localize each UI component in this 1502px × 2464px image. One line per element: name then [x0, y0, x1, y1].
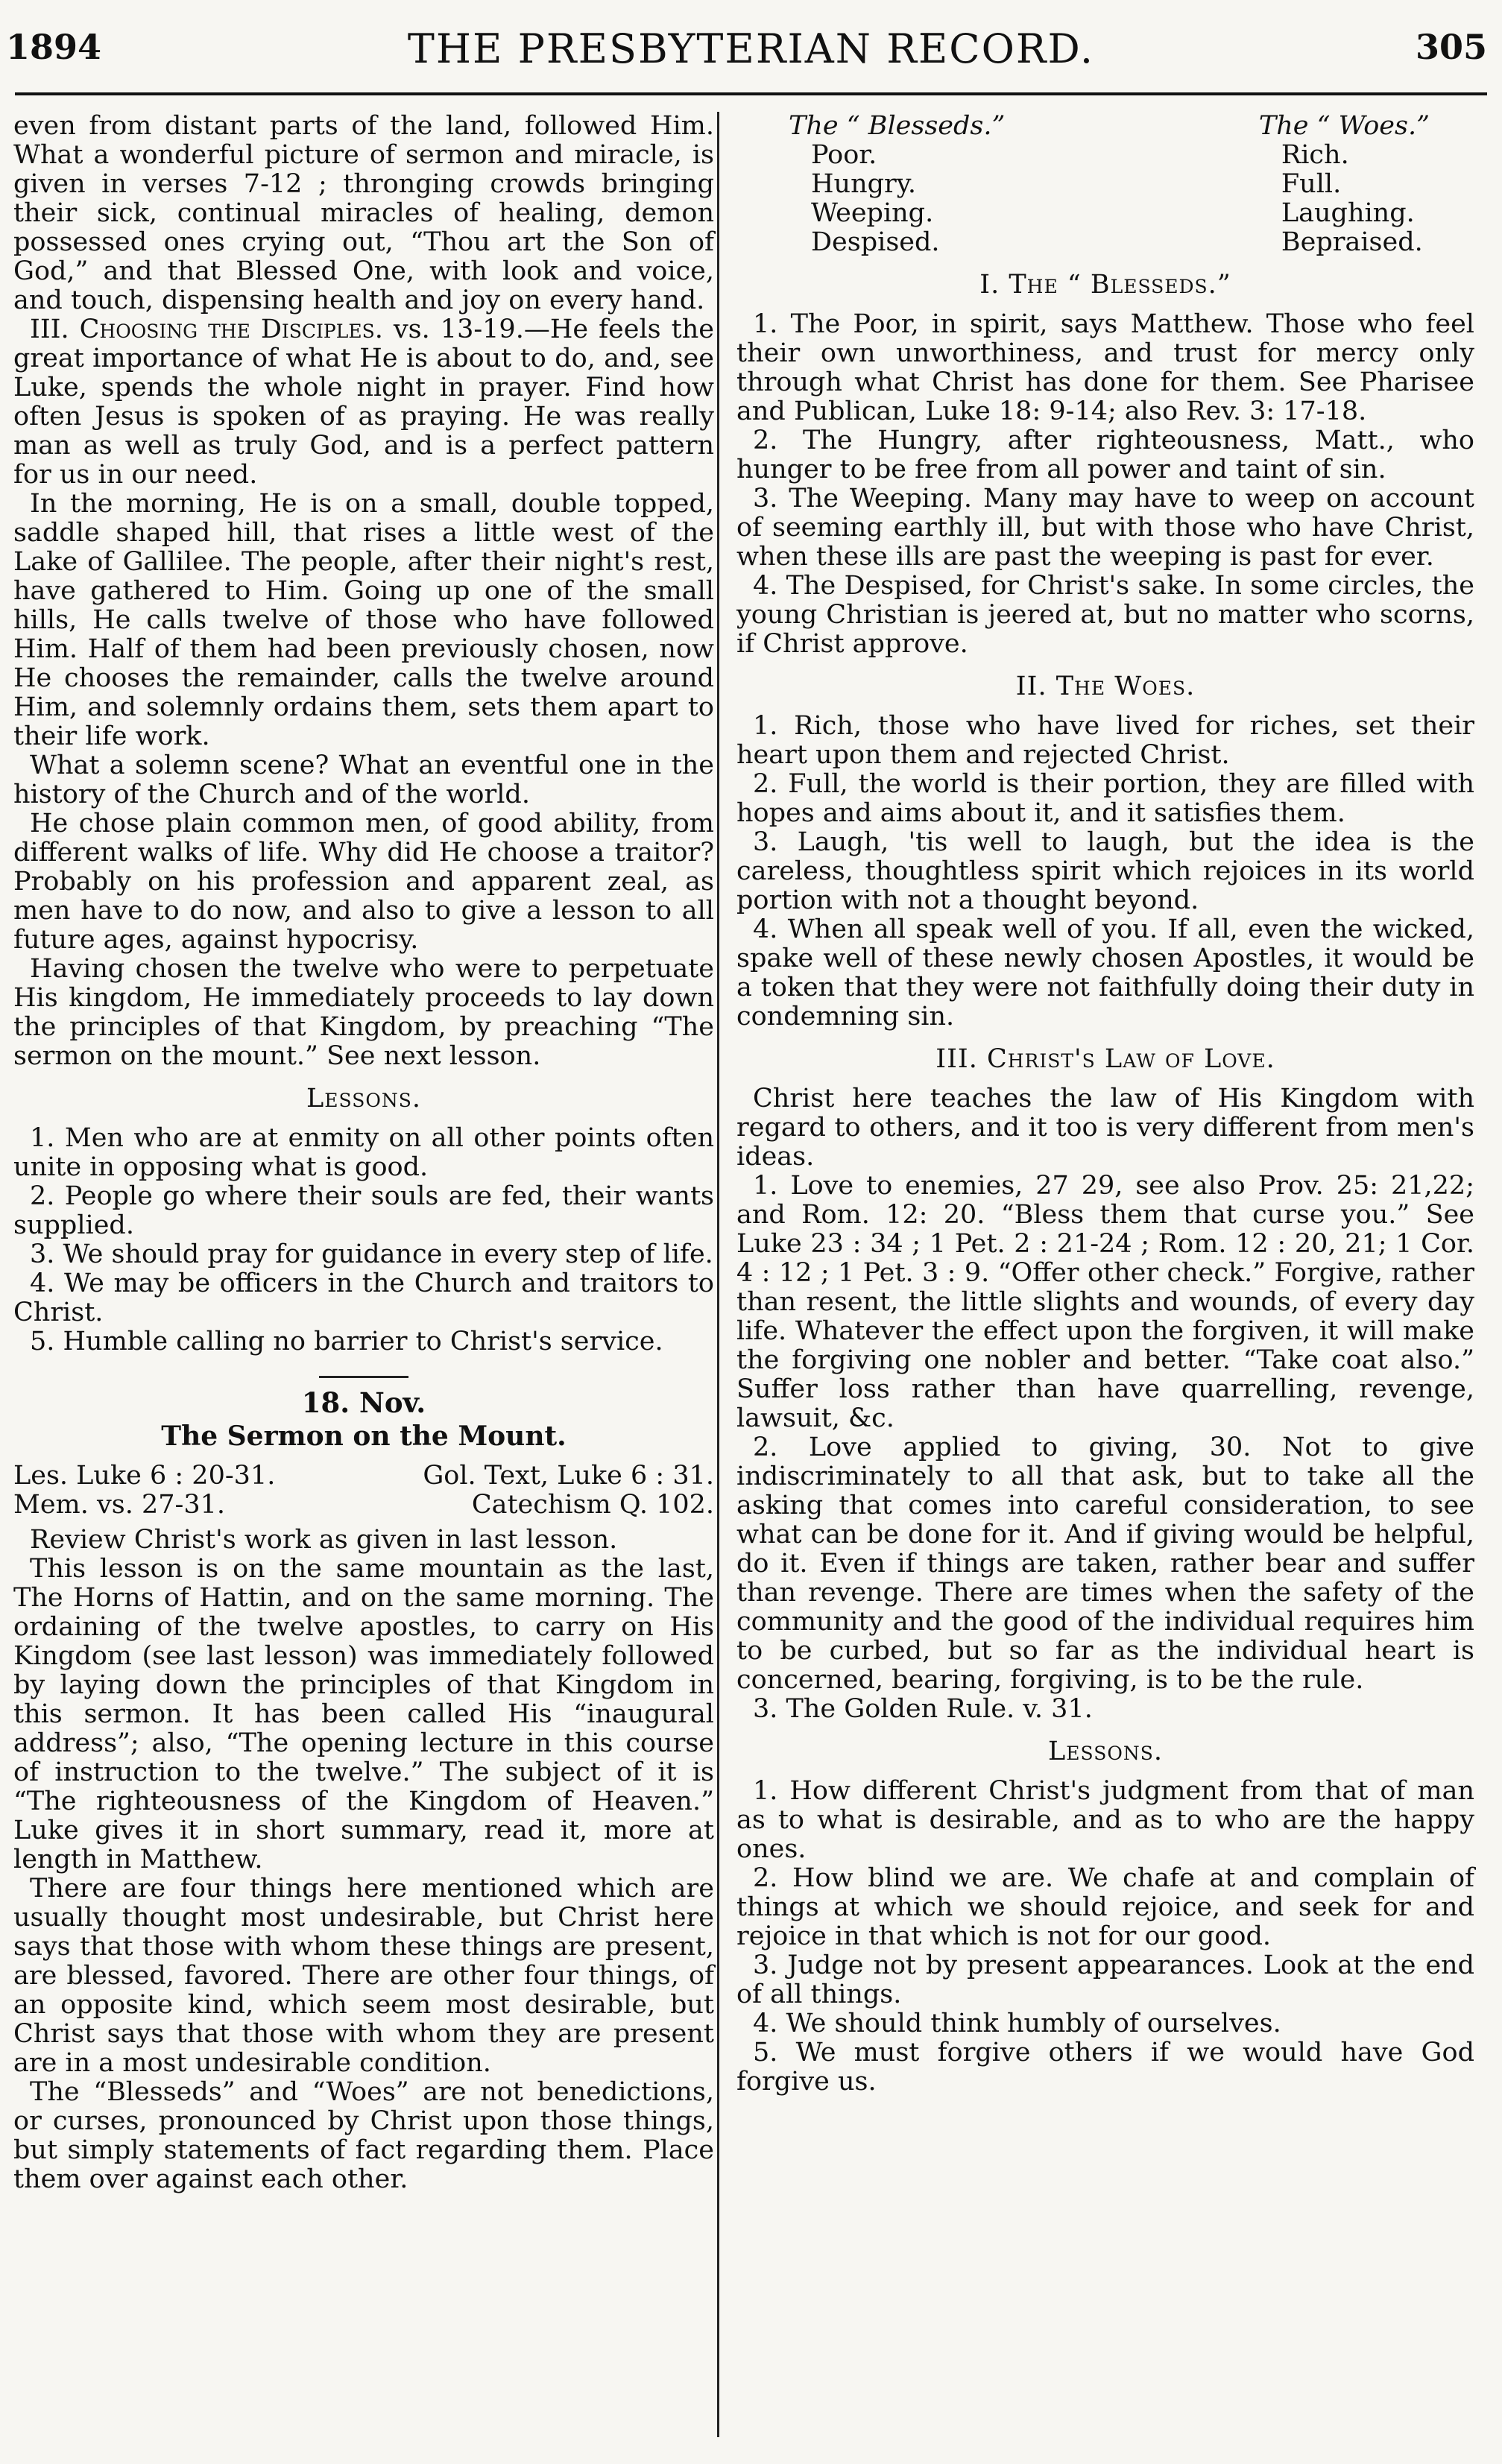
catechism: Catechism Q. 102.: [471, 1490, 714, 1520]
paragraph: Christ here teaches the law of His Kingdom with regard to others, and it too is very different from men's ideas.: [736, 1084, 1474, 1172]
lesson-title: The Sermon on the Mount.: [161, 1421, 567, 1452]
woes-list: [1259, 112, 1430, 257]
paragraph: 2. Love applied to giving, 30. Not to give indiscriminately to all that ask, but to take all the asking that comes into careful consideration, to see what can be done for it. And if giving would be helpful, do it. Even if things are taken, rather bear and suffer than revenge. There are times when the safety of the community and the good of the individual requires him to be curbed, but so far as the individual heart is concerned, bearing, forgiving, is to be the rule.: [736, 1432, 1474, 1695]
lesson-item: 4. We may be officers in the Church and traitors to Christ.: [13, 1269, 714, 1327]
divider: [319, 1376, 408, 1378]
lesson-date: 18. Nov.: [301, 1386, 426, 1419]
woe-item: Full.: [1281, 169, 1342, 199]
lesson-item: 2. People go where their souls are fed, their wants supplied.: [13, 1181, 714, 1240]
paragraph: In the morning, He is on a small, double topped, saddle shaped hill, that rises a little west of the Lake of Gallilee. The people, after their night's rest, have gathered to Him. Going up one of the small hills, He calls twelve of those who have followed Him. Half of them had been previously chosen, now He chooses the remainder, calls the twelve around Him, and solemnly ordains them, sets them apart to their life work.: [13, 489, 714, 751]
header-title: THE PRESBYTERIAN RECORD.: [407, 25, 1095, 72]
paragraph: 1. Rich, those who have lived for riches, set their heart upon them and rejected Christ.: [736, 711, 1474, 770]
paragraph: There are four things here mentioned which are usually thought most undesirable, but Christ here says that those with whom these things are present, are blessed, favored. There are other four things, of an opposite kind, which seem most desirable, but Christ says that those with whom they are present are in a most undesirable condition.: [13, 1874, 714, 2078]
blessed-item: Poor.: [811, 140, 877, 170]
lesson-meta-row: [13, 1462, 714, 1491]
paragraph: Having chosen the twelve who were to perpetuate His kingdom, He immediately proceeds to lay down the principles of that Kingdom, by preaching “The sermon on the mount.” See next lesson.: [13, 954, 714, 1071]
paragraph: 4. When all speak well of you. If all, even the wicked, spake well of these newly chosen Apostles, it would be a token that they were not faithfully doing their duty in condemning sin.: [736, 914, 1474, 1032]
lesson-item: 4. We should think humbly of ourselves.: [753, 2009, 1281, 2038]
right-column: [736, 112, 1474, 2097]
lessons-heading: Lessons.: [306, 1084, 421, 1113]
woes-heading: The “ Woes.”: [1258, 111, 1430, 141]
woe-item: Laughing.: [1281, 198, 1415, 228]
lessons-heading: Lessons.: [1048, 1737, 1163, 1766]
woe-item: Bepraised.: [1281, 227, 1423, 257]
paragraph: What a solemn scene? What an eventful one in the history of the Church and of the world.: [13, 751, 714, 809]
header-rule: [15, 92, 1487, 95]
lesson-item: 5. Humble calling no barrier to Christ's service.: [30, 1327, 663, 1356]
paragraph: 4. The Despised, for Christ's sake. In some circles, the young Christian is jeered at, but no matter who scorns, if Christ approve.: [736, 571, 1474, 659]
paragraph: 3. Laugh, 'tis well to laugh, but the idea is the careless, thoughtless spirit which rejoices in its world portion with not a thought beyond.: [736, 827, 1474, 915]
paragraph: [13, 315, 714, 490]
header-page-number: 305: [1415, 27, 1487, 67]
blesseds-list: [789, 112, 1005, 257]
lesson-item: 1. Men who are at enmity on all other points often unite in opposing what is good.: [13, 1123, 714, 1182]
section-heading: II. The Woes.: [1015, 672, 1196, 701]
woe-item: Rich.: [1281, 140, 1349, 170]
section-heading: III. Choosing the Disciples.: [30, 315, 383, 344]
paragraph: 2. Full, the world is their portion, they are filled with hopes and aims about it, and it satisfies them.: [736, 769, 1474, 828]
blessed-item: Hungry.: [811, 169, 916, 199]
lesson-item: 3. Judge not by present appearances. Look at the end of all things.: [736, 1950, 1474, 2009]
lesson-item: 2. How blind we are. We chafe at and complain of things at which we should rejoice, and seek for and rejoice in that which is not for our good.: [736, 1863, 1474, 1951]
lesson-item: 3. We should pray for guidance in every step of life.: [30, 1239, 713, 1269]
column-divider: [717, 112, 719, 2437]
blesseds-heading: The “ Blesseds.”: [789, 111, 1006, 141]
lesson-item: 1. How different Christ's judgment from that of man as to what is desirable, and as to who are the happy ones.: [736, 1776, 1474, 1864]
blessed-item: Weeping.: [811, 198, 934, 228]
lesson-item: 5. We must forgive others if we would have God forgive us.: [736, 2038, 1474, 2097]
paragraph: He chose plain common men, of good ability, from different walks of life. Why did He choose a traitor? Probably on his profession and apparent zeal, as men have to do now, and also to give a lesson to all future ages, against hypocrisy.: [13, 809, 714, 955]
section-heading: I. The “ Blesseds.”: [979, 270, 1231, 300]
paragraph: 1. The Poor, in spirit, says Matthew. Those who feel their own unworthiness, and trust for mercy only through what Christ has done for them. See Pharisee and Publican, Luke 18: 9-14; also Rev. 3: 17-18.: [736, 309, 1474, 426]
paragraph-text: vs. 13-19.—He feels the great importance of what He is about to do, and, see Luke, spends the whole night in prayer. Find how often Jesus is spoken of as praying. He was really man as well as truly God, and is a perfect pattern for us in our need.: [13, 315, 714, 490]
paragraph: This lesson is on the same mountain as the last, The Horns of Hattin, and on the same morning. The ordaining of the twelve apostles, to carry on His Kingdom (see last lesson) was immediately followed by laying down the principles of that Kingdom in this sermon. It has been called His “inaugural address”; also, “The opening lecture in this course of instruction to the twelve.” The subject of it is “The righteousness of the Kingdom of Heaven.” Luke gives it in short summary, read it, more at length in Matthew.: [13, 1554, 714, 1874]
paragraph: The “Blesseds” and “Woes” are not benedictions, or curses, pronounced by Christ upon those things, but simply statements of fact regarding them. Place them over against each other.: [13, 2077, 714, 2194]
left-column: [13, 112, 714, 2194]
paragraph: 3. The Weeping. Many may have to weep on account of seeming earthly ill, but with those who have Christ, when these ills are past the weeping is past for ever.: [736, 484, 1474, 572]
paragraph: even from distant parts of the land, followed Him. What a wonderful picture of sermon and miracle, is given in verses 7-12 ; thronging crowds bringing their sick, continual miracles of healing, demon possessed ones crying out, “Thou art the Son of God,” and that Blessed One, with look and voice, and touch, dispensing health and joy on every hand.: [13, 111, 714, 315]
section-heading: III. Christ's Law of Love.: [935, 1044, 1275, 1074]
blesseds-woes-table: [736, 112, 1474, 257]
page-header: [0, 21, 1502, 83]
paragraph: 2. The Hungry, after righteousness, Matt., who hunger to be free from all power and taint of sin.: [736, 426, 1474, 484]
lesson-reference: Les. Luke 6 : 20-31.: [13, 1461, 276, 1491]
blessed-item: Despised.: [811, 227, 940, 257]
golden-text: Gol. Text, Luke 6 : 31.: [423, 1461, 714, 1491]
lesson-meta-row: [13, 1491, 714, 1520]
memory-verses: Mem. vs. 27-31.: [13, 1490, 225, 1520]
paragraph: 1. Love to enemies, 27 29, see also Prov. 25: 21,22; and Rom. 12: 20. “Bless them that curse you.” See Luke 23 : 34 ; 1 Pet. 2 : 21-24 ; Rom. 12 : 20, 21; 1 Cor. 4 : 12 ; 1 Pet. 3 : 9. “Offer other check.” Forgive, rather than resent, the little slights and wounds, of every day life. Whatever the effect upon the forgiven, it will make the forgiving one nobler and better. “Take coat also.” Suffer loss rather than have quarrelling, revenge, lawsuit, &c.: [736, 1171, 1474, 1433]
paragraph: 3. The Golden Rule. v. 31.: [753, 1694, 1093, 1724]
paragraph: Review Christ's work as given in last lesson.: [30, 1525, 618, 1555]
header-year: 1894: [6, 27, 102, 67]
